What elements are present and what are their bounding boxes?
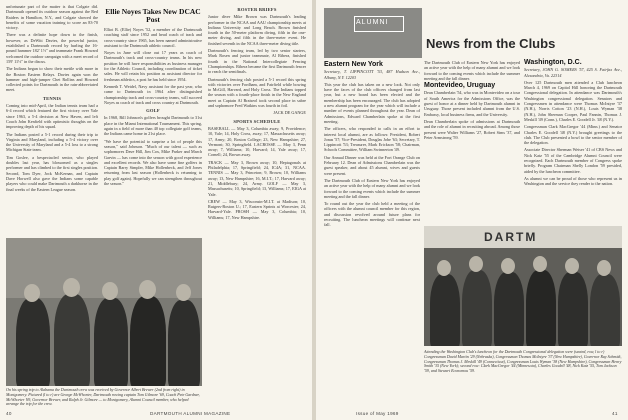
eastern-ny-heading: Eastern New York <box>324 61 383 68</box>
golf-text: In 1968, Bill Johnson's golfers brought Dartmouth to 31st place in the Miami International Tournament. This spring, again in a field of more than 40 top collegiate golf teams, the Indians came home in 21st place. <box>104 115 202 137</box>
roster-briefs-heading: ROSTER BRIEFS <box>237 7 277 12</box>
right-page <box>316 0 628 420</box>
right-page-number: 41 <box>612 411 618 416</box>
section-title: News from the Clubs <box>426 36 556 51</box>
washington-byline: Secretary, JOHN G. SOMERS '57, 425 S. Fairfax Ave., Alexandria, Va. 22314 <box>524 67 622 78</box>
ellie-text: Elliot B. (Ellie) Noyes '52, a member of the Dartmouth coaching staff since 1952 and head coach of track and cross-country since 1965, has been named administrative assistant to the Dartmouth athletic council. <box>104 27 202 48</box>
eastern-ny-text-5: To round out the year the club held a meeting of the officers with the alumni council member for this region, and discussion revolved around future plans for recruiting. The luncheon meetings will continue next fall. <box>324 201 420 228</box>
delegation-photo-caption: Attending the Washington Club's luncheon for the Dartmouth Congressional delegation were (seated, row, l to r) Congressman David Martin '29 (Nebraska), Congressman Thomas McIntyre '37 (New Hampshire), Governor Ray Schmidt, Congressman Thomas J. Meskill '49 (Connecticut), Congressman Louis Wyman '38 (New Hampshire), Congressman Henry Smith '35 (New York); second row: Clark MacGregor '44 (Minnesota), Charles Goodell '48, Nick Katz '55, Tom Jackson '59, and Stewart Economou '59. <box>424 349 622 374</box>
left-page <box>0 0 312 420</box>
eastern-ny-text-4: The Dartmouth Club of Eastern New York has enjoyed an active year with the help of many alumni and we look forward to the coming events which include the summer meeting and the fall dinner. <box>324 177 420 199</box>
montevideo-text-2: Dean Chamberlain spoke of admissions at Dartmouth and the role of alumni in recruiting abroad. Among those present were Walter Williams '27, Robert Sims '37, and Peter Armstrong '59. <box>424 118 520 140</box>
left-page-number: 40 <box>6 411 12 416</box>
montevideo-text: Dean Chamberlain '54, who was in Montevideo on a tour of South America for the Admissions Office, was the guest of honor at a dinner held by Dartmouth alumni in Uruguay. Those present included alumni from the U.S. Embassy, local business firms, and the University. <box>424 90 520 117</box>
sports-schedule-heading: SPORTS SCHEDULE <box>233 118 281 124</box>
track-story-text-3: The Indians began to show their mettle with more in the Boston Eastern Relays. Davies again won the hammer and high-jumper Chet Rollins and Howard collected points for Dartmouth in the rain-abbreviated meet. <box>6 66 98 93</box>
right-column-2 <box>424 4 520 142</box>
eastern-ny-text: This year the club has taken on a new look. Not only have the faces of the club officers changed from last year, but a new board has been elected and the membership has been encouraged. The club has adopted a new alumni program for the year which will include a number of events planned throughout the year. Dean of Admissions, Edward Chamberlain spoke at the first meeting. <box>324 81 420 124</box>
crew-photo-caption: On his spring trip to Alabama the Dartmouth crew was received by Governor Albert Brewer (2nd from right) in Montgomery. Pictured (l to r) are George McWhorter, Dartmouth rowing captain Tom Gilmore '69, Coach Pete Gardner, McWhorter '69, Governor Brewer, and Ralph Jr. Gilmore — to Montgomery, Alumni Council member, who helped arrange the trip for the crew. <box>6 387 200 407</box>
left-footer-title: DARTMOUTH ALUMNI MAGAZINE <box>150 411 231 416</box>
track-story-text: unfortunate part of the matter is that Colgate did. Dartmouth opened its outdoor season against the Red Raiders in Hamilton, N.Y., and Colgate showed the benefits of some vacation training to score an 83-70 victory. <box>6 4 98 31</box>
eastern-ny-continued: The Dartmouth Club of Eastern New York has enjoyed an active year with the help of many alumni and we look forward to the coming events which include the summer meeting and the fall dinner. <box>424 60 520 81</box>
crew-governor-photo <box>6 238 202 386</box>
washington-text-3: Associate Director Sherman Weiser '41 of CBS News and Nick Katz '55 of the Cambridge Alumni Council were recognized. Each Dartmouth member of Congress spoke briefly. Program Chairman Shelly London '59 presided, aided by the luncheon committee. <box>524 147 622 174</box>
golf-text-2: "We have the potential to surprise a lot of people this season," said Johnson. "Much of our talent — such as sophomores Dave Hill, Jim Cox, Mike Parker and March Garvin — has come into the season with good experience and excellent records. We also have some fine golfers in Captain Barry Simpler, Mike Hollenbeck, and Jeff Jones returning from last season (Hollenbeck is returning to play golf again). Hopefully we can strengthen throughout the season." <box>104 138 202 187</box>
tennis-text: Coming into mid-April, the Indian tennis team had a 6-4 record which featured the first victory over Yale since 1963, a 5-4 decision at New Haven, and left Coach John Kenfield with optimistic thoughts on the improving depth of his squad. <box>6 103 98 130</box>
alumni-emblem <box>324 8 422 58</box>
tennis-text-2: The Indians posted a 5-1 record during their trip to Virginia and Maryland, including a 5-4 victory over the University of Maryland and a 5-4 loss to a strong Michigan State team. <box>6 131 98 153</box>
track-story-text-2: There was a definite hope down to the finish, however, as DeWitt Davies, the powerful junior, established a Dartmouth record by hurling the 16-pound hammer 182' 1½" and teammate Frank Howard welcomed the outdoor campaign with a meet record of 159' 11½" in the discus. <box>6 32 98 64</box>
tennis-heading: TENNIS <box>42 95 62 101</box>
left-column-3 <box>208 4 306 222</box>
congressional-delegation-photo: DARTM <box>424 226 622 346</box>
washington-text-4: As alumni we can be proud of those who represent us in Washington and the service they render to the nation. <box>524 175 622 187</box>
washington-text-2: Congressman Clark MacGregor '44 (Minn.) and Senator Charles E. Goodell '48 (N.Y.) brought greetings to the club. The Club presented a bowl to the senior member of the delegation. <box>524 124 622 146</box>
washington-heading: Washington, D.C. <box>524 59 582 66</box>
tennis-text-3: Tim Goslee, a bespectacled senior, who played doubles last year, has blossomed as a singles performer and has climbed to the first singles position. Second, Tom Dyer, Jock McKernan, and Captain Dave Horwell also gave the Indians some capable players who could make Dartmouth a darkhorse in the final weeks of the Eastern League season. <box>6 154 98 192</box>
eastern-ny-byline: Secretary, T. LIPPINCOTT '53, 487 Hudson Ave., Albany, N.Y. 12203 <box>324 69 420 80</box>
schedule-text: BASEBALL — May 3, Columbia away; 9, Providence; 10, Yale; 14, Holy Cross, away; 17, Massachusetts away; 17, Army; 20, Boston College; 23, New Hampshire; 27, Vermont; 30, Springfield. LACROSSE — May 3, Penn away; 7, Williams; 10, Harvard; 14, Yale away; 17, Cornell; 24, Brown away. <box>208 125 306 158</box>
ellie-text-3: Kenneth T. Weidel, Navy assistant for the past year, who came to Dartmouth in 1964 after distinguished championship track and cross-country teams, will succeed Noyes as coach of track and cross country at Dartmouth. <box>104 83 202 105</box>
roster-text-2: Dartmouth's fencing team, led by two senior starters, Mark Rosen and junior teammate, Al Ribera, finished fourth in the National Intercollegiate Fencing Championships. Ribera became the first Dartmouth fencer to reach the semifinals. <box>208 48 306 75</box>
left-column-1 <box>6 4 98 194</box>
eastern-ny-text-2: The officers, who responded to calls in an effort to interest local alumni, are as follows: President, Robert Jonas '57; Vice-President, Douglas Jobe '63; Secretary, T. Lippincott '53; Treasurer, Mark Erickson '58; Chairman, Schools Committee, William Swinnerton '49. <box>324 126 420 153</box>
montevideo-heading: Montevideo, Uruguay <box>424 82 496 90</box>
eastern-ny-text-3: Our Annual Dinner was held at the Fort Orange Club on February 12. Dean of Admissions Chamberlain was the guest speaker, and about 45 alumni, wives and guests were present. <box>324 154 420 176</box>
washington-text: Over 125 Dartmouth men attended a Club luncheon March 4, 1969 on Capitol Hill honoring the Dartmouth Congressional delegation. In attendance was Dartmouth's Washington congressional delegation. Senators and Congressmen in attendance were Thomas McIntyre '37 (N.H.), Norris Cotton '23 (N.H.), Louis Wyman '38 (N.H.), John Sherman Cooper, Paul Fannin, Thomas J. Meskill '49 (Conn.), Charles E. Goodell Jr. '48 (N.Y.). <box>524 79 622 122</box>
roster-text-3: Dartmouth's fencing club posted a 5-1 record this spring with victories over Fordham, and Fairfield while bowing to McGill, Harvard, and Holy Cross. The Indians topped the season with a fourth-place finish in the New England meet as Captain Al Braiseol took second place in sabre and sophomore Fred Watkins was fourth in foil. <box>208 76 306 109</box>
ellie-text-2: Noyes in June will close out 17 years as coach of Dartmouth's track and cross-country teams. In his new position he will have responsibilities as business manager for the Athletic Council, including coordination of ticket sales. He will retain his position as assistant director for freshman athletics, a post he has held since 1954. <box>104 50 202 82</box>
roster-byline: JACK DE GANGE <box>273 110 306 116</box>
right-column-1 <box>324 60 420 230</box>
right-footer-title: Issue of May 1969 <box>356 411 399 416</box>
left-column-2 <box>104 4 202 188</box>
ellie-noyes-headline: Ellie Noyes Takes New DCAC Post <box>105 7 201 24</box>
right-column-3 <box>524 58 622 189</box>
emblem-label: ALUMNI <box>356 19 389 26</box>
golf-heading: GOLF <box>146 108 160 114</box>
roster-text: Junior diver Mike Brown was Dartmouth's leading performer in the NCAA and AAU championship meets at Indiana University and Long Beach. Brown finished fourth in the 50-meter platform diving, fifth in the one-meter diving, and fifth in the three-meter event. He finished seventh in the NCAA three-meter diving title. <box>208 14 306 46</box>
schedule-text-2: TRACK — May 3, Brown away; 10, Heptagonals at Philadelphia; 17, Springfield; 24, IC4A; 31, NCAA. TENNIS — May 3, Princeton; 9, Brown; 10, Williams away; 13, New Hampshire; 16, M.I.T.; 17, Harvard away; 21, Middlebury; 24, Army. GOLF — May 3, Massachusetts; 10, Springfield; 13, Williams; 17, EIGA at Yale. <box>208 159 306 197</box>
schedule-text-3: CREW — May 3, Wisconsin-M.I.T. at Madison; 10, Rutgers-Boston U.; 17, Eastern Sprints at Worcester; 24, Harvard-Yale. FROSH — May 3, Columbia; 10, Williams; 17, New Hampshire. <box>208 198 306 220</box>
